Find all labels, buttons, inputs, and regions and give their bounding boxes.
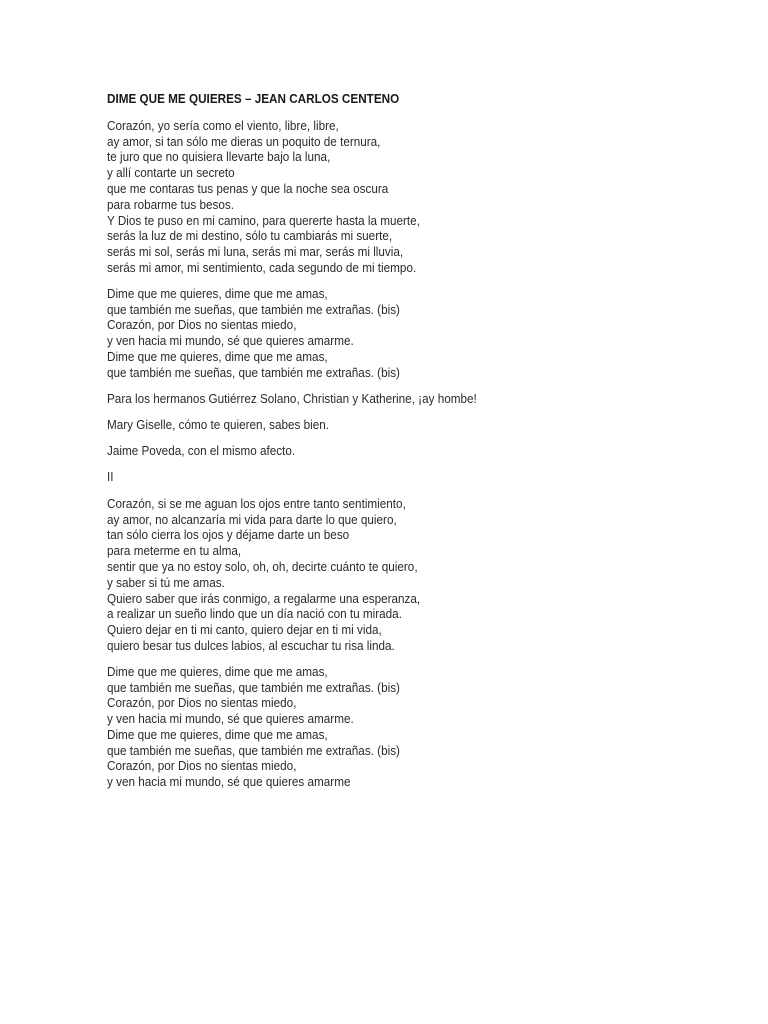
stanza-2 bbox=[107, 497, 665, 655]
lyric-line: tan sólo cierra los ojos y déjame darte un beso bbox=[107, 528, 350, 543]
lyric-line: y saber si tú me amas. bbox=[107, 575, 225, 590]
chorus-line: Dime que me quieres, dime que me amas, bbox=[107, 727, 328, 742]
chorus-2 bbox=[107, 665, 665, 791]
lyric-line: Corazón, yo sería como el viento, libre, libre, bbox=[107, 118, 339, 133]
chorus-line: y ven hacia mi mundo, sé que quieres amarme bbox=[107, 775, 351, 790]
lyric-line: Quiero saber que irás conmigo, a regalarme una esperanza, bbox=[107, 591, 421, 606]
dedication-3: Jaime Poveda, con el mismo afecto. bbox=[107, 444, 296, 459]
lyric-line: serás mi amor, mi sentimiento, cada segundo de mi tiempo. bbox=[107, 260, 417, 275]
stanza-1 bbox=[107, 119, 665, 277]
chorus-line: Dime que me quieres, dime que me amas, bbox=[107, 349, 328, 364]
lyric-line: te juro que no quisiera llevarte bajo la luna, bbox=[107, 150, 331, 165]
document-body bbox=[107, 92, 665, 801]
lyric-line: sentir que ya no estoy solo, oh, oh, decirte cuánto te quiero, bbox=[107, 559, 418, 574]
chorus-line: que también me sueñas, que también me extrañas. (bis) bbox=[107, 680, 400, 695]
part-marker: II bbox=[107, 470, 114, 485]
chorus-line: que también me sueñas, que también me extrañas. (bis) bbox=[107, 365, 400, 380]
lyric-line: serás mi sol, serás mi luna, serás mi mar, serás mi lluvia, bbox=[107, 245, 404, 260]
lyric-line: serás la luz de mi destino, sólo tu cambiarás mi suerte, bbox=[107, 229, 393, 244]
chorus-1 bbox=[107, 287, 665, 382]
lyric-line: para robarme tus besos. bbox=[107, 197, 234, 212]
lyric-line: que me contaras tus penas y que la noche sea oscura bbox=[107, 181, 389, 196]
lyric-line: ay amor, no alcanzaría mi vida para darte lo que quiero, bbox=[107, 512, 397, 527]
dedication-2: Mary Giselle, cómo te quieren, sabes bien. bbox=[107, 417, 329, 432]
lyric-line: Corazón, si se me aguan los ojos entre tanto sentimiento, bbox=[107, 496, 406, 511]
lyric-line: quiero besar tus dulces labios, al escuchar tu risa linda. bbox=[107, 638, 395, 653]
chorus-line: y ven hacia mi mundo, sé que quieres amarme. bbox=[107, 334, 354, 349]
chorus-line: Corazón, por Dios no sientas miedo, bbox=[107, 318, 297, 333]
chorus-line: Dime que me quieres, dime que me amas, bbox=[107, 664, 328, 679]
lyric-line: Y Dios te puso en mi camino, para quererte hasta la muerte, bbox=[107, 213, 420, 228]
lyric-line: ay amor, si tan sólo me dieras un poquito de ternura, bbox=[107, 134, 381, 149]
lyric-line: Quiero dejar en ti mi canto, quiero dejar en ti mi vida, bbox=[107, 623, 382, 638]
lyric-line: para meterme en tu alma, bbox=[107, 544, 242, 559]
chorus-line: Corazón, por Dios no sientas miedo, bbox=[107, 696, 297, 711]
chorus-line: que también me sueñas, que también me extrañas. (bis) bbox=[107, 743, 400, 758]
song-title: DIME QUE ME QUIERES – JEAN CARLOS CENTENO bbox=[107, 92, 400, 106]
lyric-line: a realizar un sueño lindo que un día nació con tu mirada. bbox=[107, 607, 402, 622]
chorus-line: Corazón, por Dios no sientas miedo, bbox=[107, 759, 297, 774]
dedication-1: Para los hermanos Gutiérrez Solano, Christian y Katherine, ¡ay hombe! bbox=[107, 391, 477, 406]
chorus-line: Dime que me quieres, dime que me amas, bbox=[107, 286, 328, 301]
chorus-line: que también me sueñas, que también me extrañas. (bis) bbox=[107, 302, 400, 317]
lyric-line: y allí contarte un secreto bbox=[107, 166, 235, 181]
chorus-line: y ven hacia mi mundo, sé que quieres amarme. bbox=[107, 712, 354, 727]
